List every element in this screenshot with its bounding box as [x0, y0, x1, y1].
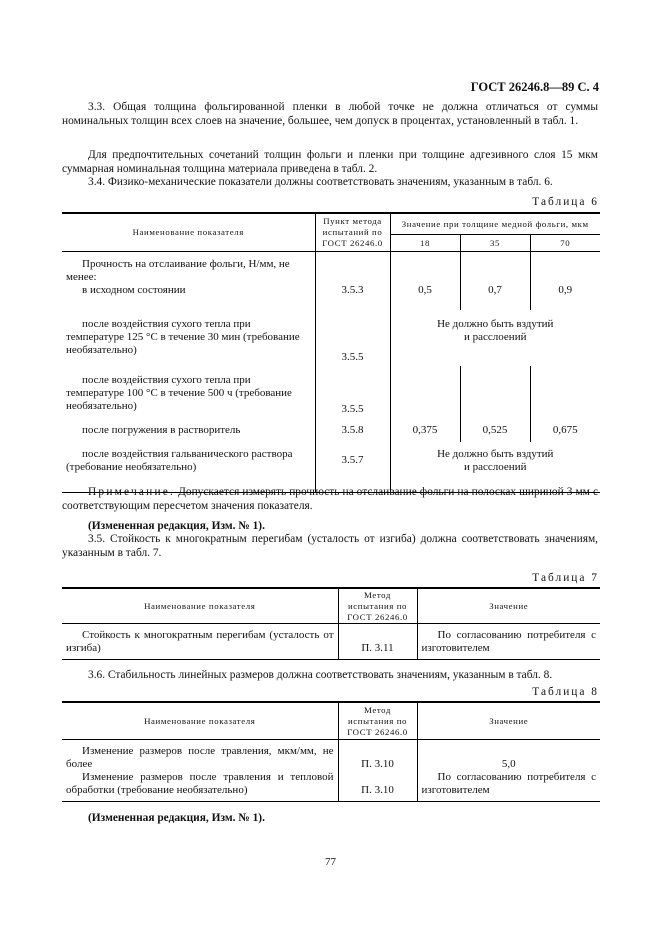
- table-row: [62, 624, 600, 660]
- table-8-r1-label: Изменение размеров после травления, мкм/мм, не более: [62, 740, 338, 772]
- note-text: Допускается измерять прочность на отслаивание фольги на полосках шириной 3 мм с соответствующим пересчетом значения показателя.: [62, 486, 598, 512]
- table-6-r1-v35: 0,7: [460, 252, 530, 311]
- table-row: [62, 310, 600, 366]
- table-8-r1-method: П. 3.10: [338, 740, 417, 772]
- table-8-r2-value: По согласованию потребителя с изготовителем: [417, 771, 600, 802]
- table-8-header-value: Значение: [417, 702, 600, 740]
- table-6-r3-method: 3.5.5: [315, 366, 390, 418]
- note-label: Примечание.: [88, 486, 176, 498]
- table-6-r5-label: после воздействия гальванического раствора (требование необязательно): [62, 442, 315, 493]
- table-row: [62, 366, 600, 418]
- table-6-r1-v18: 0,5: [390, 252, 460, 311]
- table-8-r1-value: 5,0: [417, 740, 600, 772]
- table-8-r2-method: П. 3.10: [338, 771, 417, 802]
- table-7-caption: Таблица 7: [532, 572, 599, 584]
- table-6-r4-label: после погружения в растворитель: [62, 418, 315, 442]
- table-row: [62, 740, 600, 772]
- table-7-header-value: Значение: [417, 588, 600, 624]
- table-6-r4-method: 3.5.8: [315, 418, 390, 442]
- table-6-header-values: Значение при толщине медной фольги, мкм: [390, 213, 600, 235]
- table-8-r2-label: Изменение размеров после травления и тепловой обработки (требование необязательно): [62, 771, 338, 802]
- table-6-caption: Таблица 6: [532, 196, 599, 208]
- paragraph-3-4: 3.4. Физико-механические показатели должны соответствовать значениям, указанным в табл. 6.: [88, 176, 553, 188]
- table-8-caption: Таблица 8: [532, 686, 599, 698]
- table-8-header-method: Метод испытания по ГОСТ 26246.0: [338, 702, 417, 740]
- table-6-thickness-18: 18: [390, 235, 460, 252]
- paragraph-3-3-cont: Для предпочтительных сочетаний толщин фольги и пленки при толщине адгезивного слоя 15 мкм суммарная номинальная толщина материала приведена в табл. 2.: [62, 149, 598, 175]
- paragraph-3-3: 3.3. Общая толщина фольгированной пленки в любой точке не должна отличаться от суммы номинальных толщин всех слоев на значение, большее, чем допуск в процентах, установленный в табл. 1.: [62, 101, 598, 127]
- table-6-r3-label: после воздействия сухого тепла при температуре 100 °С в течение 500 ч (требование необязательно): [62, 366, 315, 418]
- table-6-r1-method: 3.5.3: [315, 252, 390, 311]
- table-6-thickness-35: 35: [460, 235, 530, 252]
- table-6-note: [62, 486, 598, 514]
- table-7-r1-value: По согласованию потребителя с изготовителем: [417, 624, 600, 660]
- document-header: ГОСТ 26246.8—89 С. 4: [470, 80, 599, 94]
- table-6-r5-value: Не должно быть вздутий и расслоений: [437, 448, 554, 473]
- table-6-r1-title: Прочность на отслаивание фольги, Н/мм, не менее:: [66, 258, 290, 283]
- table-8-header-name: Наименование показателя: [62, 702, 338, 740]
- table-6-r4-v70: 0,675: [530, 418, 600, 442]
- table-6-header-name: Наименование показателя: [62, 213, 315, 252]
- paragraph-3-5: 3.5. Стойкость к многократным перегибам (усталость от изгиба) должна соответствовать значениям, указанным в табл. 7.: [62, 533, 598, 559]
- table-6-r4-v18: 0,375: [390, 418, 460, 442]
- paragraph-3-6: 3.6. Стабильность линейных размеров должна соответствовать значениям, указанным в табл. 8.: [88, 669, 553, 681]
- table-6-header-method: Пункт метода испытаний по ГОСТ 26246.0: [315, 213, 390, 252]
- page-number: 77: [325, 856, 336, 868]
- table-7-header-method: Метод испытания по ГОСТ 26246.0: [338, 588, 417, 624]
- table-6: [62, 212, 600, 493]
- table-6-r1-v70: 0,9: [530, 252, 600, 311]
- table-6-r5-method: 3.5.7: [315, 442, 390, 493]
- table-6-r2-method: 3.5.5: [315, 310, 390, 366]
- table-row: [62, 252, 600, 311]
- table-7: [62, 587, 600, 660]
- table-6-r1-label: в исходном состоянии: [82, 284, 186, 296]
- revision-note-1: (Измененная редакция, Изм. № 1).: [88, 520, 265, 532]
- table-6-r2-label: после воздействия сухого тепла при температуре 125 °С в течение 30 мин (требование необязательно): [62, 310, 315, 366]
- table-6-r2-value: Не должно быть вздутий и расслоений: [437, 318, 554, 343]
- table-row: [62, 442, 600, 493]
- table-6-thickness-70: 70: [530, 235, 600, 252]
- table-row: [62, 771, 600, 802]
- table-8: [62, 701, 600, 802]
- table-6-r4-v35: 0,525: [460, 418, 530, 442]
- table-7-r1-method: П. 3.11: [338, 624, 417, 660]
- revision-note-2: (Измененная редакция, Изм. № 1).: [88, 812, 265, 824]
- table-7-r1-label: Стойкость к многократным перегибам (усталость от изгиба): [62, 624, 338, 660]
- table-7-header-name: Наименование показателя: [62, 588, 338, 624]
- table-row: [62, 418, 600, 442]
